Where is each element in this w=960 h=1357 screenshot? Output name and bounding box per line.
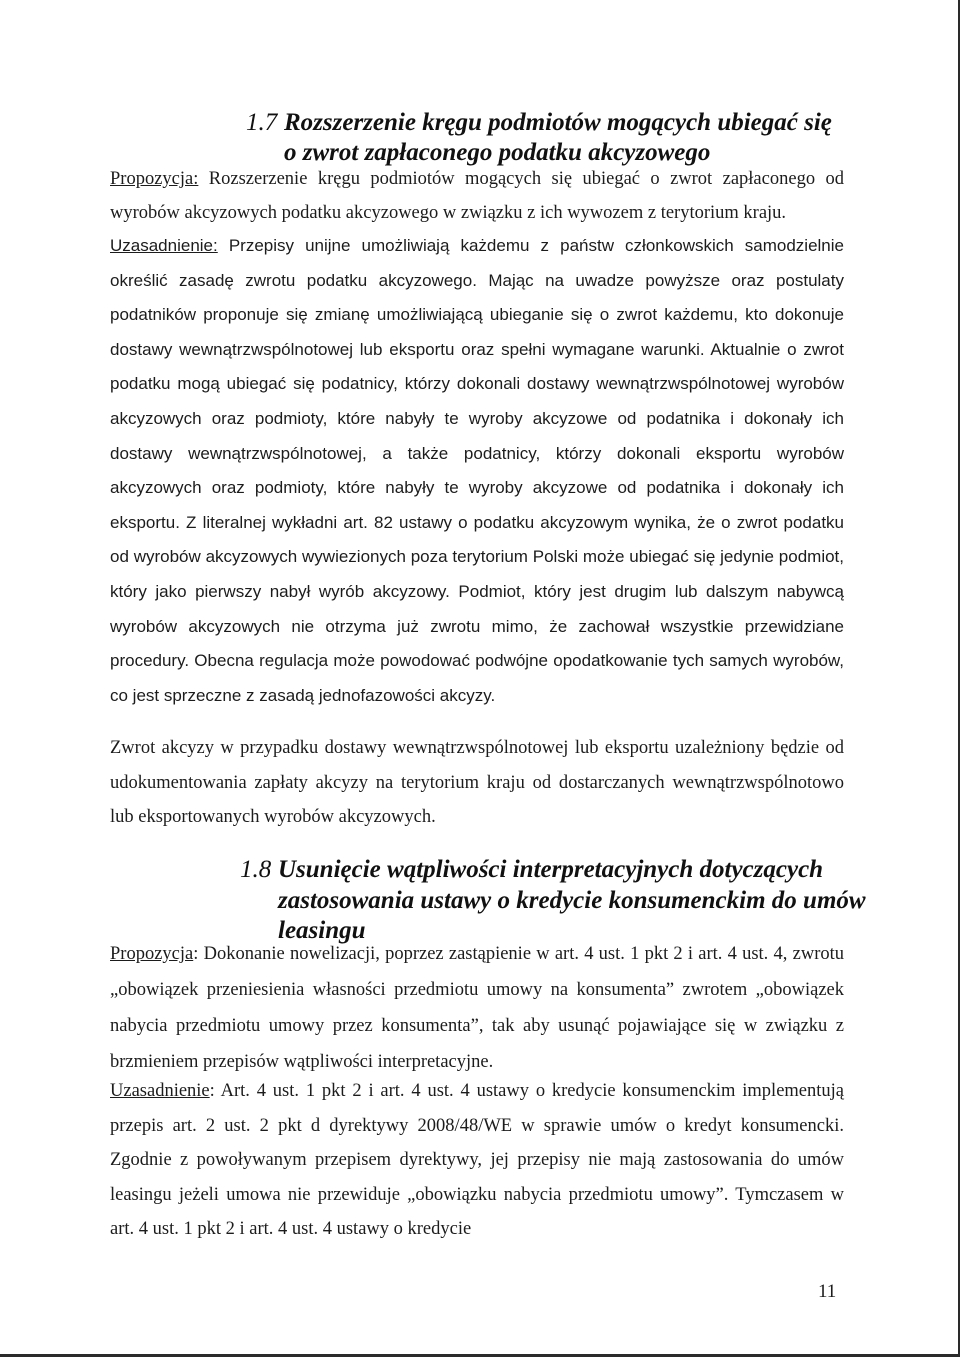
justification-label: Uzasadnienie: [110,236,218,255]
page-number: 11 [818,1281,837,1302]
justification-text: Przepisy unijne umożliwiają każdemu z państw członkowskich samodzielnie określić zasadę zwrotu podatku akcyzowego. [110,236,844,290]
justification-text-1-8: : Art. 4 ust. 1 pkt 2 i art. 4 ust. 4 ustawy o kredycie konsumenckim implementują przepis art. 2 ust. 2 pkt d dyrektywy 2008/48/WE w sprawie umów o kredyt konsumencki. Zgodnie z powoływanym przepisem dyrektywy, jej przepisy nie mają zastosowania do umów leasingu jeżeli umowa nie przewiduje „obowiązku nabycia przedmiotu umowy”. Tymczasem w art. 4 ust. 1 pkt 2 i art. 4 ust. 4 ustawy o kredycie [110,1081,844,1240]
section-1-8-justification [110,1074,844,1247]
section-1-7-heading [246,108,832,168]
section-1-8-title-line2: zastosowania ustawy o kredycie konsumenckim do umów [278,886,866,914]
section-1-8-title-line1: Usunięcie wątpliwości interpretacyjnych dotyczących [278,856,824,883]
section-1-8-heading [240,855,866,947]
section-1-7-title-line1: Rozszerzenie kręgu podmiotów mogących ubiegać się [284,109,832,136]
section-1-7-heading-line1 [246,108,832,138]
section-1-7-proposal [110,162,844,230]
section-1-8-number: 1.8 [240,856,272,883]
justification-body-p1: Mając na uwadze powyższe oraz postulaty podatników proponuje się zmianę umożliwiającą ubieganie się o zwrot każdemu, kto dokonuje dostawy wewnątrzwspólnotowej lub eksportu oraz spełni wymagane warunki. Aktualnie o zwrot podatku mogą ubiegać się podatnicy, którzy dokonali dostawy wewnątrzwspólnotowej wyrobów akcyzowych oraz podmioty, które nabyły te wyroby akcyzowe od podatnika i dokonały ich dostawy wewnątrzwspólnotowej, a także podatnicy, którzy dokonali eksportu wyrobów akcyzowych oraz podmioty, które nabyły te wyroby akcyzowe od podatnika i dokonały ich eksportu. Z literalnej wykładni art. 82 ustawy o podatku akcyzowym wynika, że o zwrot podatku od wyrobów akcyzowych wywiezionych poza terytorium Polski może ubiegać się jedynie podmiot, który jako pierwszy nabył wyrób akcyzowy. Podmiot, który jest drugim lub dalszym nabywcą wyrobów akcyzowych nie otrzyma już zwrotu mimo, że zachował wszystkie przewidziane procedury. Obecna regulacja może powodować podwójne opodatkowanie tych samych wyrobów, co jest sprzeczne z zasadą jednofazowości akcyzy. [110,270,844,705]
section-1-8-proposal [110,936,844,1080]
body-p2-text: Zwrot akcyzy w przypadku dostawy wewnątrzwspólnotowej lub eksportu uzależniony będzie od udokumentowania zapłaty akcyzy na terytorium kraju od dostarczanych wewnątrzwspólnotowo lub eksportowanych wyrobów akcyzowych. [110,738,844,827]
proposal-label-1-8: Propozycja [110,944,194,964]
section-1-7-body-p2 [110,731,844,835]
section-1-7-justification [110,229,844,713]
section-1-7-number: 1.7 [246,109,278,136]
justification-label-1-8: Uzasadnienie [110,1081,210,1101]
section-1-8-heading-line1 [240,855,866,886]
proposal-text: Rozszerzenie kręgu podmiotów mogących się ubiegać o zwrot zapłaconego od wyrobów akcyzowych podatku akcyzowego w związku z ich wywozem z terytorium kraju. [110,169,844,223]
proposal-label: Propozycja: [110,169,199,189]
proposal-text-1-8: : Dokonanie nowelizacji, poprzez zastąpienie w art. 4 ust. 1 pkt 2 i art. 4 ust. 4, zwrotu „obowiązek przeniesienia własności przedmiotu umowy na konsumenta” zwrotem „obowiązek nabycia przedmiotu umowy przez konsumenta”, tak aby usunąć pojawiające się w związku z brzmieniem przepisów wątpliwości interpretacyjne. [110,944,844,1072]
section-1-7-title-line2: o zwrot zapłaconego podatku akcyzowego [284,139,711,166]
section-1-8-title-line3: leasingu [278,917,366,944]
